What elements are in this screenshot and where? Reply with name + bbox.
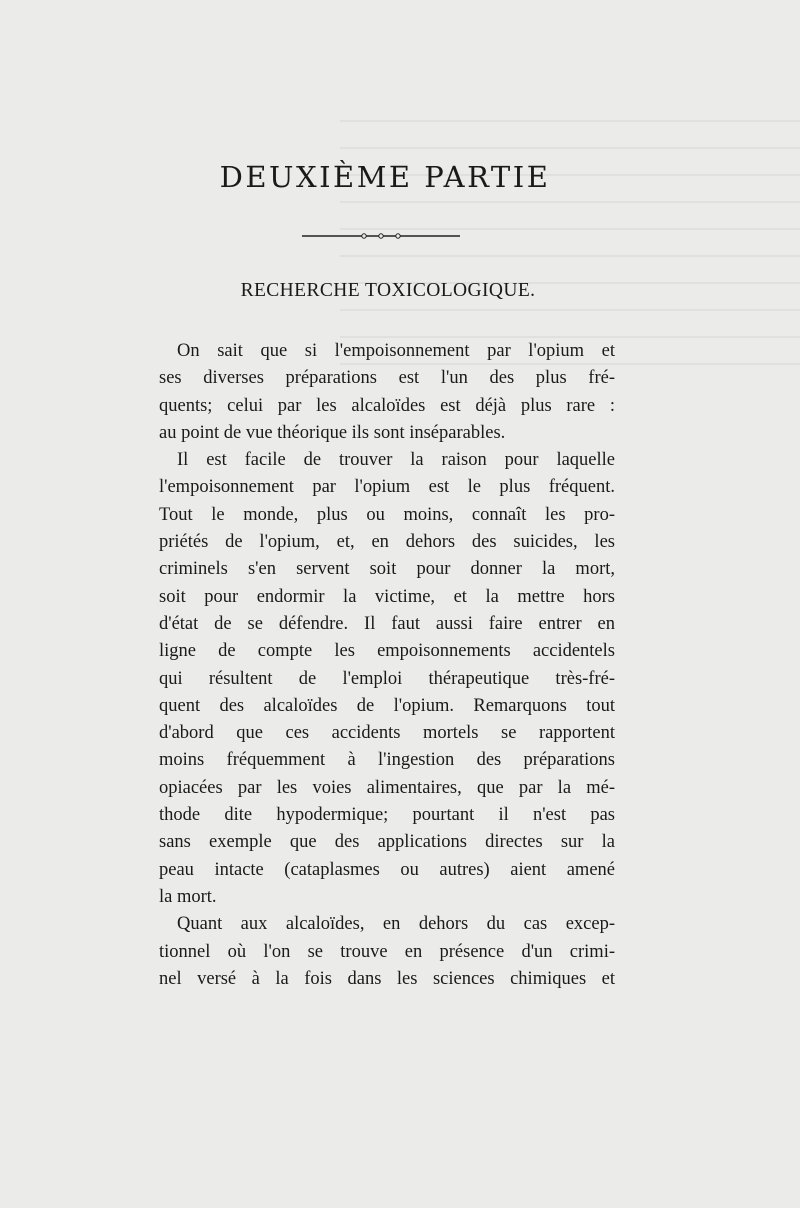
text-line: qui résultent de l'emploi thérapeutique très-fré- bbox=[159, 668, 615, 689]
body-text bbox=[159, 338, 615, 993]
text-line: Il est facile de trouver la raison pour laquelle bbox=[177, 450, 615, 471]
text-line: priétés de l'opium, et, en dehors des suicides, les bbox=[159, 532, 615, 553]
text-line: l'empoisonnement par l'opium est le plus fréquent. bbox=[159, 477, 615, 498]
text-line: moins fréquemment à l'ingestion des préparations bbox=[159, 750, 615, 771]
text-line: quent des alcaloïdes de l'opium. Remarquons tout bbox=[159, 695, 615, 716]
text-line: tionnel où l'on se trouve en présence d'un crimi- bbox=[159, 941, 615, 962]
text-line: Tout le monde, plus ou moins, connaît les pro- bbox=[159, 504, 615, 525]
paragraph-2 bbox=[159, 447, 615, 911]
text-line: soit pour endormir la victime, et la mettre hors bbox=[159, 586, 615, 607]
text-line: ses diverses préparations est l'un des plus fré- bbox=[159, 368, 615, 389]
text-line: d'état de se défendre. Il faut aussi faire entrer en bbox=[159, 613, 615, 634]
paragraph-3 bbox=[159, 911, 615, 993]
text-line: au point de vue théorique ils sont inséparables. bbox=[159, 422, 506, 443]
text-line: On sait que si l'empoisonnement par l'opium et bbox=[177, 341, 615, 361]
ornamental-rule-icon bbox=[302, 229, 460, 243]
text-line: sans exemple que des applications directes sur la bbox=[159, 832, 615, 853]
text-line: peau intacte (cataplasmes ou autres) aient amené bbox=[159, 859, 615, 880]
text-line: ligne de compte les empoisonnements accidentels bbox=[159, 641, 615, 662]
paragraph-1 bbox=[159, 338, 615, 447]
text-line: la mort. bbox=[159, 886, 217, 907]
text-line: Quant aux alcaloïdes, en dehors du cas excep- bbox=[177, 914, 615, 935]
part-title: DEUXIÈME PARTIE bbox=[219, 160, 551, 194]
text-line: d'abord que ces accidents mortels se rapportent bbox=[159, 723, 615, 744]
text-line: thode dite hypodermique; pourtant il n'est pas bbox=[159, 805, 615, 826]
text-line: opiacées par les voies alimentaires, que par la mé- bbox=[159, 777, 615, 798]
text-line: quents; celui par les alcaloïdes est déjà plus rare : bbox=[159, 395, 615, 416]
section-title: RECHERCHE TOXICOLOGIQUE. bbox=[240, 280, 536, 301]
text-line: criminels s'en servent soit pour donner la mort, bbox=[159, 559, 615, 580]
text-line: nel versé à la fois dans les sciences chimiques et bbox=[159, 968, 615, 989]
